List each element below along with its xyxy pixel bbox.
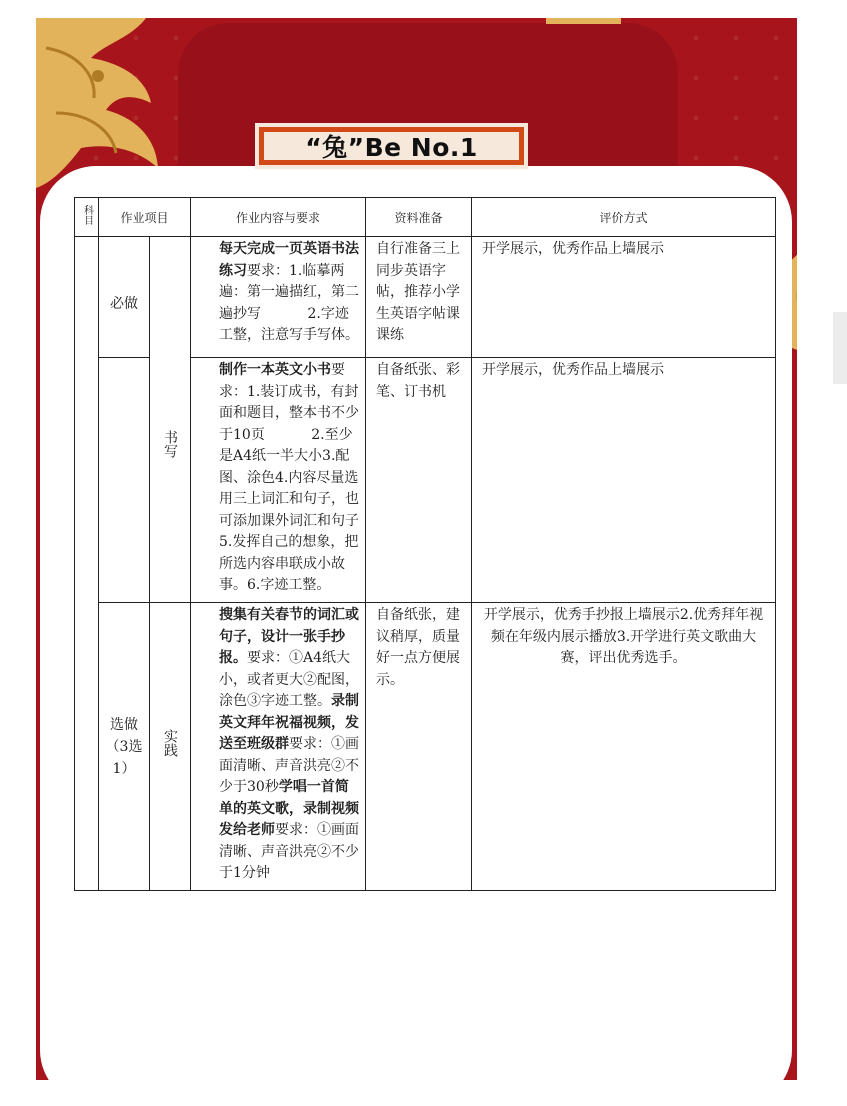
evaluation-cell: 开学展示，优秀作品上墙展示 (472, 237, 776, 358)
materials-cell: 自备纸张，建议稍厚，质量好一点方便展示。 (366, 603, 472, 891)
page-title: “兔”Be No.1 (305, 133, 478, 162)
table-row (75, 603, 776, 891)
title-banner (255, 123, 528, 169)
header-subject: 科目 (75, 198, 99, 237)
header-item: 作业项目 (99, 198, 191, 237)
subject-cell (75, 237, 99, 891)
content-cell: 制作一本英文小书要求：1.装订成书，有封面和题目，整本书不少于10页 2.至少是A4纸一半大小3.配图、涂色4.内容尽量选用三上词汇和句子，也可添加课外词汇和句子5.发挥自己的想象，把所选内容串联成小故事。6.字迹工整。 (191, 358, 366, 603)
evaluation-cell: 开学展示，优秀作品上墙展示 (472, 358, 776, 603)
materials-cell: 自备纸张、彩笔、订书机 (366, 358, 472, 603)
content-cell: 每天完成一页英语书法练习要求：1.临摹两遍：第一遍描红，第二遍抄写 2.字迹工整，注意写手写体。 (191, 237, 366, 358)
homework-table-wrapper (74, 197, 775, 891)
header-materials: 资料准备 (366, 198, 472, 237)
category-optional: 选做（3选1） (99, 603, 150, 891)
category-required: 必做 (99, 237, 150, 358)
table-row (75, 237, 776, 358)
scrollbar[interactable] (833, 312, 847, 384)
category-required-blank (99, 358, 150, 603)
gold-cloud-icon (36, 18, 206, 188)
category-practice: 实践 (150, 603, 191, 891)
evaluation-cell: 开学展示，优秀手抄报上墙展示2.优秀拜年视频在年级内展示播放3.开学进行英文歌曲大赛，评出优秀选手。 (472, 603, 776, 891)
header-evaluation: 评价方式 (472, 198, 776, 237)
gold-strip (546, 18, 621, 24)
header-content: 作业内容与要求 (191, 198, 366, 237)
content-cell: 搜集有关春节的词汇或句子，设计一张手抄报。要求：①A4纸大小，或者更大②配图，涂色③字迹工整。录制英文拜年祝福视频，发送至班级群要求：①画面清晰、声音洪亮②不少于30秒学唱一首简单的英文歌，录制视频发给老师要求：①画面清晰、声音洪亮②不少于1分钟 (191, 603, 366, 891)
materials-cell: 自行准备三上同步英语字帖，推荐小学生英语字帖课课练 (366, 237, 472, 358)
table-header-row (75, 198, 776, 237)
title-frame (259, 127, 524, 165)
category-writing: 书写 (150, 237, 191, 603)
homework-table (74, 197, 776, 891)
